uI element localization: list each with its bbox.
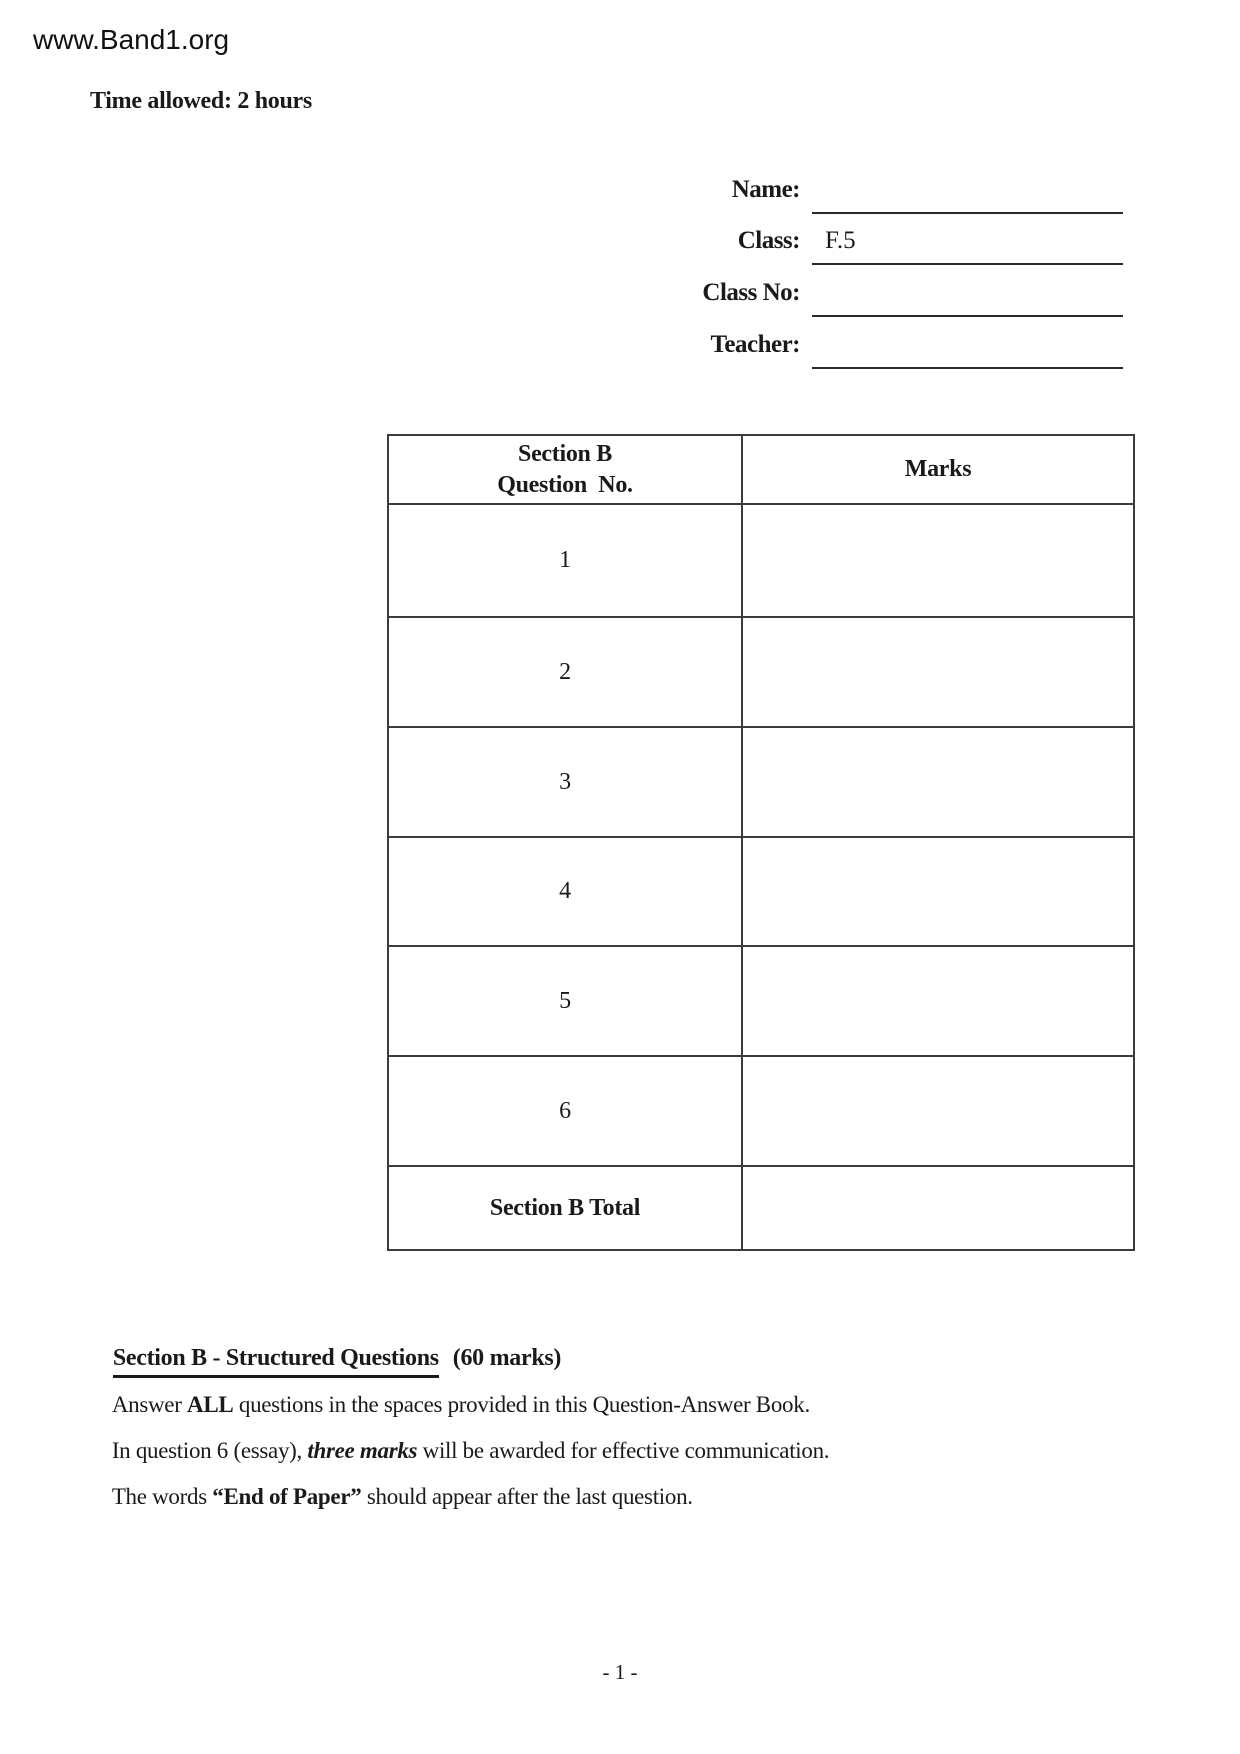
marks-table-header-row	[388, 435, 1134, 504]
question-no-header-cell	[388, 435, 742, 504]
question-no-cell: 2	[388, 617, 742, 727]
question-no-cell: 3	[388, 727, 742, 837]
marks-cell	[742, 504, 1134, 617]
table-row	[388, 946, 1134, 1056]
instruction-text-bold: “End of Paper”	[212, 1484, 362, 1509]
table-row	[388, 504, 1134, 617]
class-no-field-line	[812, 315, 1123, 317]
question-no-cell: 6	[388, 1056, 742, 1166]
site-url: www.Band1.org	[33, 24, 230, 55]
marks-cell	[742, 946, 1134, 1056]
marks-header-cell: Marks	[742, 435, 1134, 504]
class-field-value: F.5	[825, 227, 856, 254]
teacher-label: Teacher:	[710, 331, 800, 358]
section-b-total-row	[388, 1166, 1134, 1250]
instruction-text: should appear after the last question.	[361, 1484, 693, 1509]
instruction-text-bold: ALL	[187, 1392, 234, 1417]
instruction-text: In question 6 (essay),	[111, 1438, 308, 1463]
section-b-heading-marks: (60 marks)	[452, 1345, 562, 1371]
section-b-heading-title: Section B - Structured Questions	[113, 1345, 439, 1378]
header-line-1: Section B	[518, 440, 612, 467]
question-no-cell: 4	[388, 837, 742, 946]
marks-table	[387, 434, 1135, 1251]
class-label: Class:	[737, 227, 800, 254]
instruction-text: Answer	[111, 1392, 188, 1417]
question-no-cell: 5	[388, 946, 742, 1056]
marks-cell	[742, 837, 1134, 946]
instruction-text: The words	[111, 1484, 213, 1509]
teacher-field-line	[812, 367, 1123, 369]
question-no-cell: 1	[388, 504, 742, 617]
table-row	[388, 617, 1134, 727]
instruction-text: will be awarded for effective communication.	[417, 1438, 830, 1463]
header-line-2: Question No.	[497, 471, 633, 498]
page-number: - 1 -	[602, 1660, 638, 1684]
name-field-line	[812, 212, 1123, 214]
marks-cell	[742, 617, 1134, 727]
class-field-line	[812, 263, 1123, 265]
section-b-total-marks-cell	[742, 1166, 1134, 1250]
instruction-line-3	[90, 1458, 693, 1536]
class-no-label: Class No:	[702, 279, 800, 306]
marks-cell	[742, 1056, 1134, 1166]
name-label: Name:	[731, 176, 800, 203]
instruction-text: questions in the spaces provided in this Question-Answer Book.	[233, 1392, 810, 1417]
section-b-total-label: Section B Total	[388, 1166, 742, 1250]
table-row	[388, 837, 1134, 946]
instruction-text-bold-italic: three marks	[307, 1438, 418, 1463]
time-allowed-text: Time allowed: 2 hours	[90, 88, 312, 114]
marks-cell	[742, 727, 1134, 837]
table-row	[388, 1056, 1134, 1166]
table-row	[388, 727, 1134, 837]
